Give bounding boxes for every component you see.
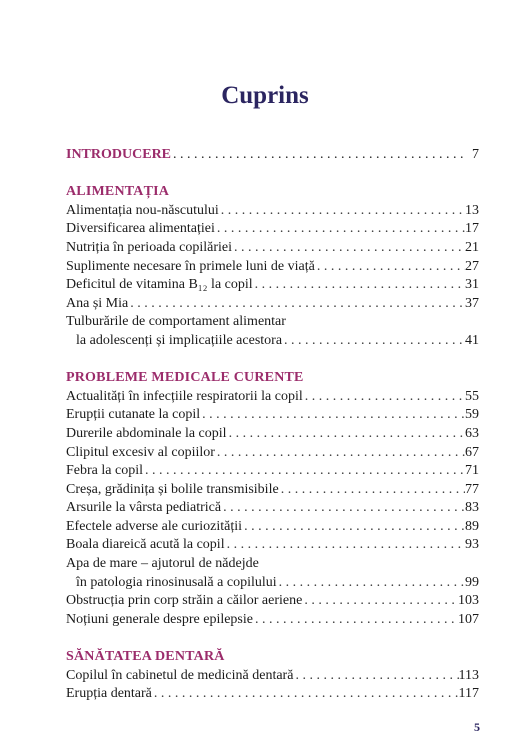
section-gap (66, 629, 479, 648)
toc-entry[interactable] (66, 555, 479, 574)
toc-entry-page: 71 (465, 463, 479, 479)
dot-leader (221, 499, 465, 518)
toc-entry[interactable] (66, 611, 479, 630)
dot-leader (200, 406, 465, 425)
toc-entry-page: 37 (465, 295, 479, 311)
toc-entry-continued[interactable] (66, 574, 479, 593)
toc-entry[interactable] (66, 462, 479, 481)
toc-entry-title: INTRODUCERE (66, 147, 172, 162)
toc-entry[interactable] (66, 444, 479, 463)
toc-entry-page: 17 (465, 221, 479, 237)
dot-leader (215, 444, 465, 463)
toc-entry-title: Erupții cutanate la copil (66, 407, 201, 423)
toc-entry[interactable] (66, 667, 479, 686)
toc-entry[interactable] (66, 313, 479, 332)
dot-leader (253, 276, 465, 295)
toc-entry-title: Suplimente necesare în primele luni de viață (66, 258, 315, 274)
toc-entry-title: Nutriția în perioada copilăriei (66, 239, 232, 255)
dot-leader (253, 611, 458, 630)
toc-entry-continued[interactable] (66, 332, 479, 351)
toc-entry-page: 113 (458, 667, 479, 683)
dot-leader (282, 332, 465, 351)
toc-entry-title: Clipitul excesiv al copiilor (66, 444, 215, 460)
dot-leader (315, 258, 465, 277)
toc-entry[interactable] (66, 239, 479, 258)
toc-entry-title: Obstrucția prin corp străin a căilor aeriene (66, 593, 303, 609)
dot-leader (279, 481, 465, 500)
toc-entry[interactable] (66, 276, 479, 295)
section-heading: PROBLEME MEDICALE CURENTE (66, 370, 304, 386)
toc-entry-page: 13 (465, 202, 479, 218)
toc-sections (66, 165, 479, 704)
dot-leader (232, 239, 465, 258)
toc-entry[interactable] (66, 220, 479, 239)
dot-leader (171, 146, 465, 165)
toc-entry[interactable] (66, 425, 479, 444)
toc-entry-page: 63 (465, 425, 479, 441)
toc-entry-page: 27 (465, 258, 479, 274)
toc-entry-page: 7 (472, 147, 479, 162)
toc-entry[interactable] (66, 481, 479, 500)
toc-entry-page: 117 (458, 686, 479, 702)
section-gap (66, 165, 479, 184)
toc-entry-page: 107 (458, 611, 479, 627)
toc-entry-page: 41 (465, 332, 479, 348)
dot-leader (215, 220, 465, 239)
dot-leader (302, 592, 458, 611)
toc-entry-title: Creșa, grădinița și bolile transmisibile (66, 481, 279, 497)
toc-entry-title: Actualități în infecțiile respiratorii la copil (66, 388, 303, 404)
toc-entry-title: Copilul în cabinetul de medicină dentară (66, 667, 294, 683)
toc-entry[interactable] (66, 295, 479, 314)
toc-entry-introducere[interactable] (66, 146, 479, 165)
dot-leader (143, 462, 465, 481)
toc-entry-title: Erupția dentară (66, 686, 152, 702)
toc-entry[interactable] (66, 499, 479, 518)
dot-leader (152, 685, 459, 704)
toc-entry-page: 103 (458, 593, 479, 609)
toc-entry-page: 83 (465, 500, 479, 516)
toc-entry-title: la adolescenți și implicațiile acestora (76, 332, 283, 348)
toc-entry[interactable] (66, 518, 479, 537)
toc-entry-page: 77 (465, 481, 479, 497)
toc-entry[interactable] (66, 406, 479, 425)
toc-entry[interactable] (66, 388, 479, 407)
toc-entry-page: 99 (465, 574, 479, 590)
toc-entry-title: Durerile abdominale la copil (66, 425, 227, 441)
dot-leader (277, 574, 465, 593)
page-number: 5 (474, 720, 480, 734)
section-gap (66, 351, 479, 370)
toc-entry-page: 21 (465, 239, 479, 255)
toc-entry-page: 55 (465, 388, 479, 404)
toc-entry-page: 31 (465, 277, 479, 293)
toc-entry-title: în patologia rinosinusală a copilului (76, 574, 277, 590)
dot-leader (227, 425, 465, 444)
toc-entry-page: 93 (465, 537, 479, 553)
dot-leader (242, 518, 465, 537)
table-of-contents (66, 146, 479, 704)
dot-leader (128, 295, 465, 314)
dot-leader (303, 388, 465, 407)
toc-entry[interactable] (66, 592, 479, 611)
toc-entry[interactable] (66, 536, 479, 555)
section-heading: ALIMENTAȚIA (66, 184, 170, 200)
toc-entry[interactable] (66, 685, 479, 704)
toc-entry-title: Boala diareică acută la copil (66, 537, 225, 553)
toc-entry-title: Arsurile la vârsta pediatrică (66, 500, 222, 516)
toc-entry-page: 59 (465, 407, 479, 423)
dot-leader (225, 536, 465, 555)
toc-entry-title: Diversificarea alimentației (66, 221, 215, 237)
toc-entry[interactable] (66, 258, 479, 277)
dot-leader (293, 667, 458, 686)
toc-entry-title: Apa de mare – ajutorul de nădejde (66, 556, 259, 572)
toc-entry-title: Alimentația nou-născutului (66, 202, 219, 218)
dot-leader (219, 202, 465, 221)
section-heading: SĂNĂTATEA DENTARĂ (66, 649, 225, 665)
toc-entry-title: Noțiuni generale despre epilepsie (66, 611, 253, 627)
toc-entry-page: 89 (465, 518, 479, 534)
toc-entry-title: Tulburările de comportament alimentar (66, 314, 286, 330)
toc-entry-title: Ana și Mia (66, 295, 129, 311)
toc-entry-title: Efectele adverse ale curiozității (66, 518, 243, 534)
toc-entry-title: Febra la copil (66, 463, 143, 479)
page-title: Cuprins (221, 82, 309, 109)
toc-entry[interactable] (66, 202, 479, 221)
toc-entry-title: Deficitul de vitamina B₁₂ la copil (66, 277, 253, 293)
toc-entry-page: 67 (465, 444, 479, 460)
